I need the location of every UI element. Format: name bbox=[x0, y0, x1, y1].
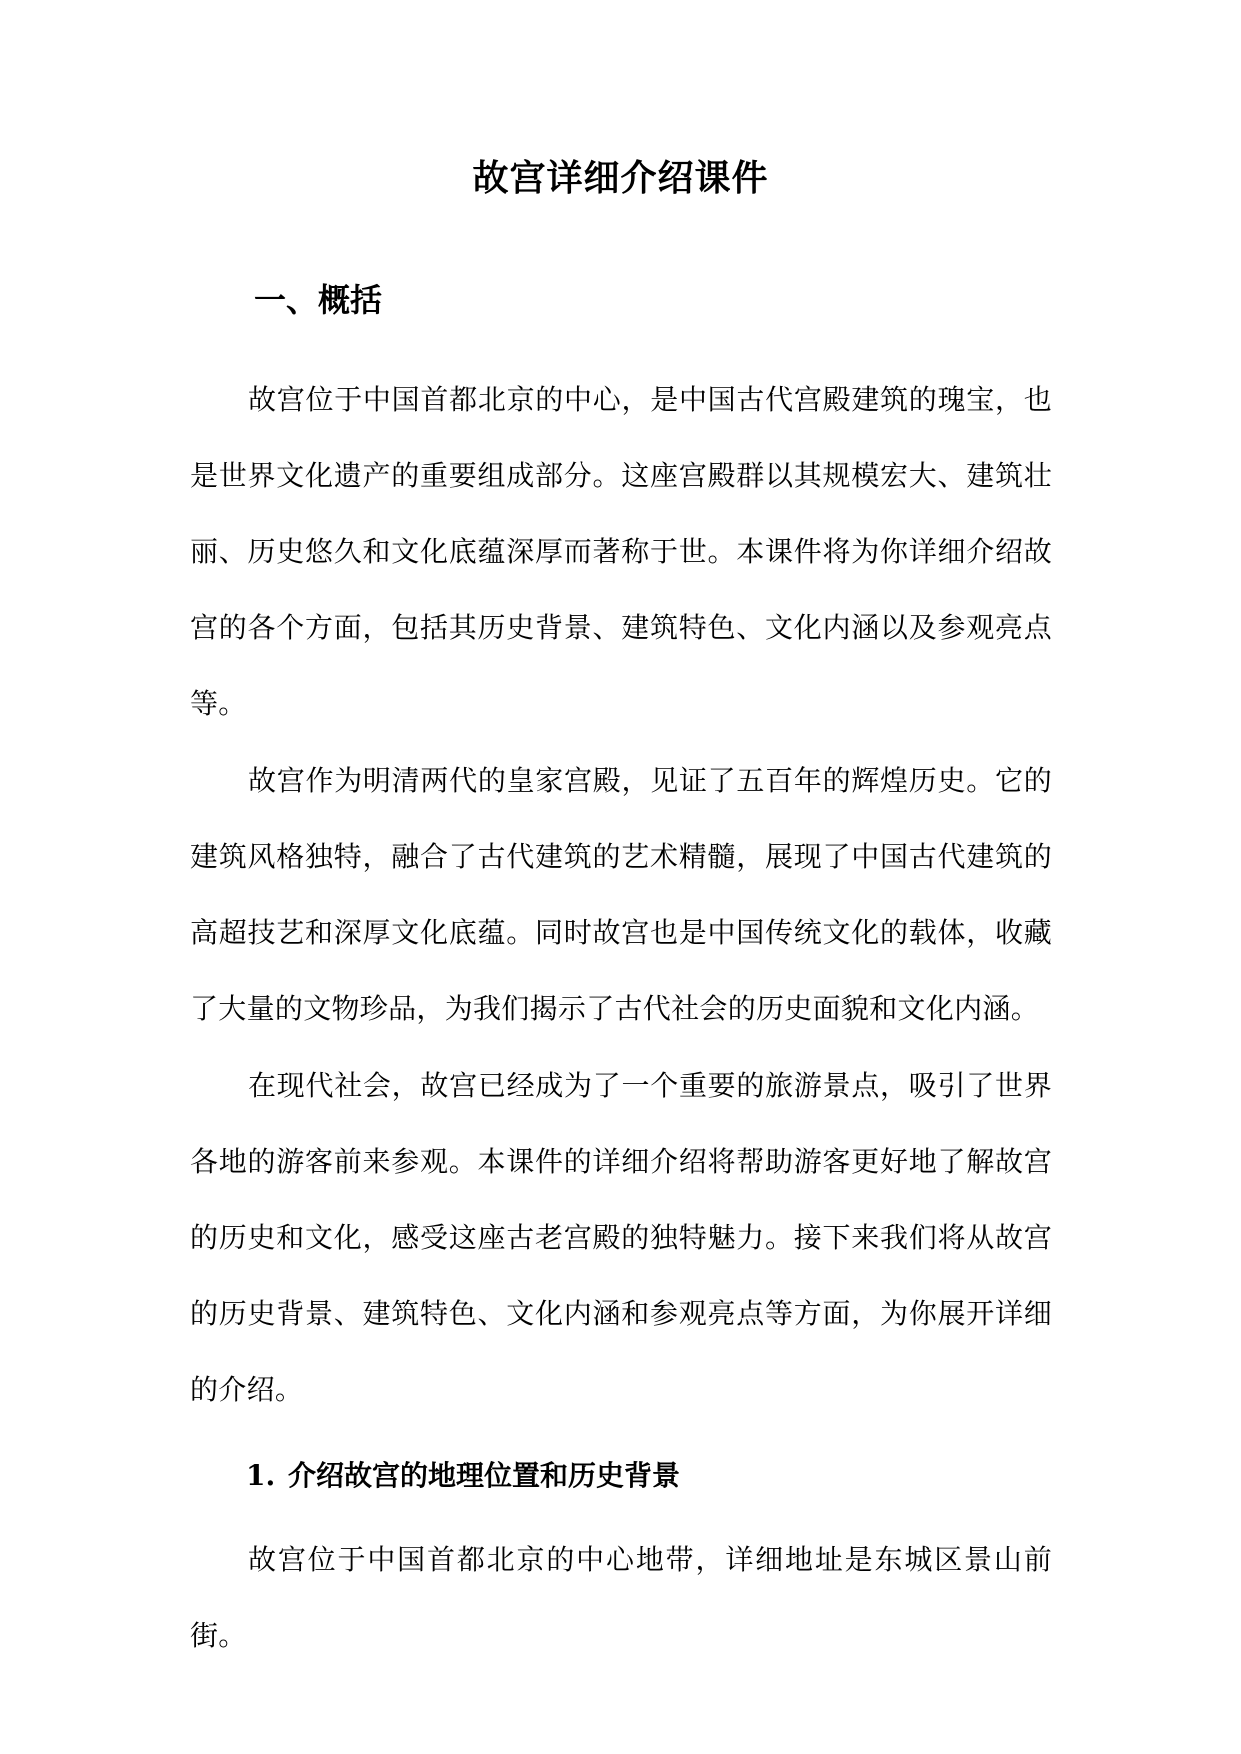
paragraph-2: 故宫作为明清两代的皇家宫殿，见证了五百年的辉煌历史。它的建筑风格独特，融合了古代建筑的艺术精髓，展现了中国古代建筑的高超技艺和深厚文化底蕴。同时故宫也是中国传统文化的载体，收藏了大量的文物珍品，为我们揭示了古代社会的历史面貌和文化内涵。 bbox=[190, 764, 1052, 1025]
subsection-title: 介绍故宫的地理位置和历史背景 bbox=[288, 1459, 681, 1492]
document-title: 故宫详细介绍课件 bbox=[472, 157, 769, 199]
paragraph-3: 在现代社会，故宫已经成为了一个重要的旅游景点，吸引了世界各地的游客前来参观。本课件的详细介绍将帮助游客更好地了解故宫的历史和文化，感受这座古老宫殿的独特魅力。接下来我们将从故宫的历史背景、建筑特色、文化内涵和参观亮点等方面，为你展开详细的介绍。 bbox=[190, 1069, 1052, 1406]
subsection-number: 1. bbox=[246, 1459, 276, 1492]
section-heading-overview: 一、概括 bbox=[254, 281, 383, 319]
paragraph-1: 故宫位于中国首都北京的中心，是中国古代宫殿建筑的瑰宝，也是世界文化遗产的重要组成部分。这座宫殿群以其规模宏大、建筑壮丽、历史悠久和文化底蕴深厚而著称于世。本课件将为你详细介绍故宫的各个方面，包括其历史背景、建筑特色、文化内涵以及参观亮点等。 bbox=[190, 383, 1052, 720]
subsection-paragraph: 故宫位于中国首都北京的中心地带，详细地址是东城区景山前街。 bbox=[190, 1543, 1052, 1652]
subsection-heading bbox=[246, 1456, 680, 1496]
